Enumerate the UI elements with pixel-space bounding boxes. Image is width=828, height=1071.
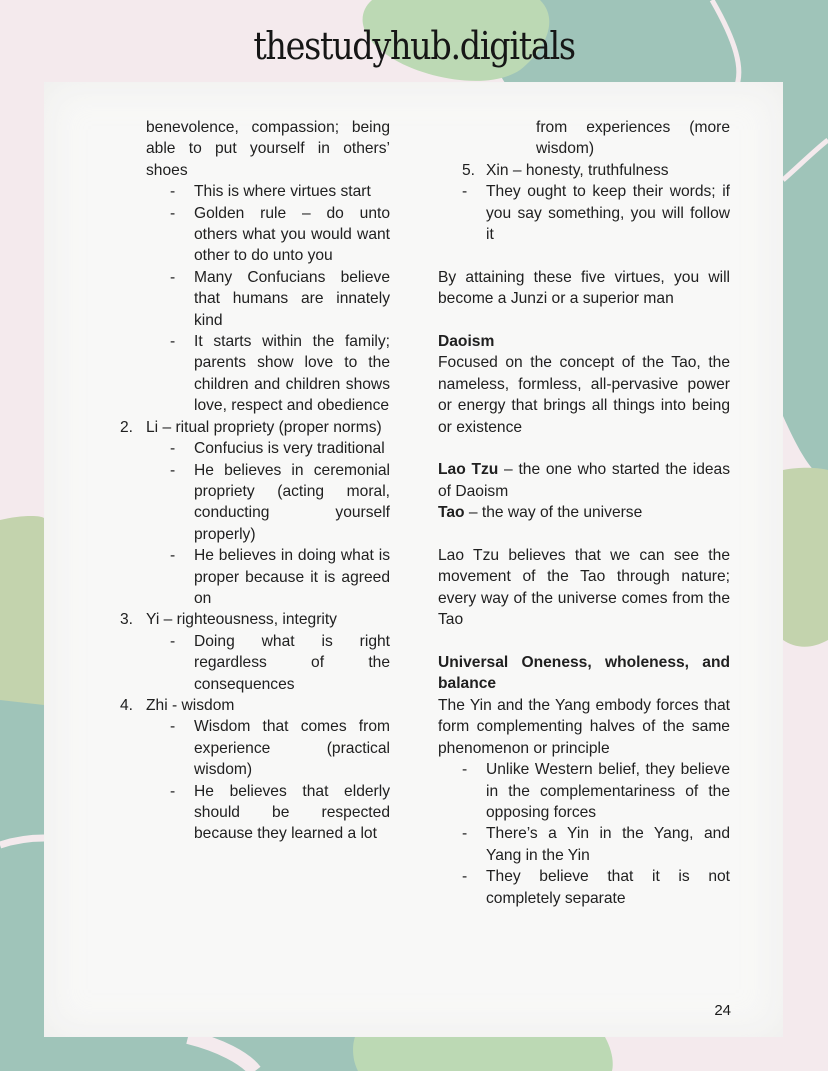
bullet-dash: - — [170, 632, 176, 650]
bullet-dash: - — [170, 547, 176, 565]
page-number: 24 — [714, 1002, 731, 1019]
daoism-heading: Daoism — [438, 333, 495, 351]
sage-blob-left — [0, 516, 44, 706]
oneness-heading: Universal Oneness, wholeness, and balance — [438, 654, 730, 693]
bullet-dash: - — [170, 782, 176, 800]
bullet-dash: - — [170, 440, 176, 458]
list-item: - This is where virtues start — [118, 181, 390, 202]
bullet-dash: - — [170, 333, 176, 351]
virtue-zhi: 4. Zhi - wisdom — [120, 696, 235, 714]
definition-tao: Tao – the way of the universe — [438, 504, 643, 522]
list-item: - They believe that it is not completely separate — [462, 868, 730, 907]
virtue-xin: 5. Xin – honesty, truthfulness — [462, 161, 669, 179]
zhi-continuation: from experiences (more wisdom) — [536, 119, 730, 158]
bullet-dash: - — [170, 268, 176, 286]
bullet-dash: - — [462, 183, 468, 201]
green-blob-bottom — [353, 1037, 613, 1071]
brand-title: thestudyhub.digitals — [253, 24, 575, 68]
list-item: - They ought to keep their words; if you say something, you will follow it — [462, 183, 730, 244]
bullet-dash: - — [170, 183, 176, 201]
definition-lao-tzu: Lao Tzu – the one who started the ideas of Daoism — [438, 461, 731, 500]
list-item: - Wisdom that comes from experience (practical wisdom) — [170, 718, 390, 779]
list-item: - Doing what is right regardless of the consequences — [170, 632, 390, 693]
bullet-dash: - — [170, 718, 176, 736]
list-item: - He believes that elderly should be respected because they learned a lot — [170, 782, 390, 843]
document-page — [44, 82, 783, 1037]
list-item: - Many Confucians believe that humans are innately kind — [170, 268, 390, 329]
lao-tzu-belief: Lao Tzu believes that we can see the movement of the Tao through nature; every way of the universe comes from the Tao — [438, 547, 730, 629]
sage-blob-right — [783, 468, 828, 647]
daoism-body: Focused on the concept of the Tao, the nameless, formless, all-pervasive power or energy that brings all things into being or existence — [438, 354, 730, 436]
left-column — [118, 117, 390, 845]
bullet-dash: - — [462, 761, 468, 779]
virtue-yi: 3. Yi – righteousness, integrity — [120, 611, 337, 629]
list-item: - Confucius is very traditional — [118, 438, 390, 459]
bullet-dash: - — [170, 204, 176, 222]
summary-paragraph: By attaining these five virtues, you will become a Junzi or a superior man — [438, 268, 730, 308]
list-item: - He believes in doing what is proper because it is agreed on — [170, 547, 390, 607]
virtue-li: 2. Li – ritual propriety (proper norms) — [120, 418, 382, 436]
list-item: - He believes in ceremonial propriety (acting moral, conducting yourself properly) — [170, 461, 390, 543]
list-item: - There’s a Yin in the Yang, and Yang in the Yin — [462, 825, 730, 864]
list-item: - Golden rule – do unto others what you would want other to do unto you — [170, 204, 390, 265]
bullet-dash: - — [462, 868, 468, 886]
ren-continuation: benevolence, compassion; being able to put yourself in others’ shoes — [146, 119, 390, 179]
list-item: - Unlike Western belief, they believe in the complementariness of the opposing forces — [462, 761, 730, 821]
bullet-dash: - — [462, 825, 468, 843]
right-column — [438, 117, 730, 909]
list-item: - It starts within the family; parents show love to the children and children shows love, respect and obedience — [170, 333, 390, 415]
bullet-dash: - — [170, 461, 176, 479]
oneness-body: The Yin and the Yang embody forces that form complementing halves of the same phenomenon or principle — [438, 696, 730, 757]
